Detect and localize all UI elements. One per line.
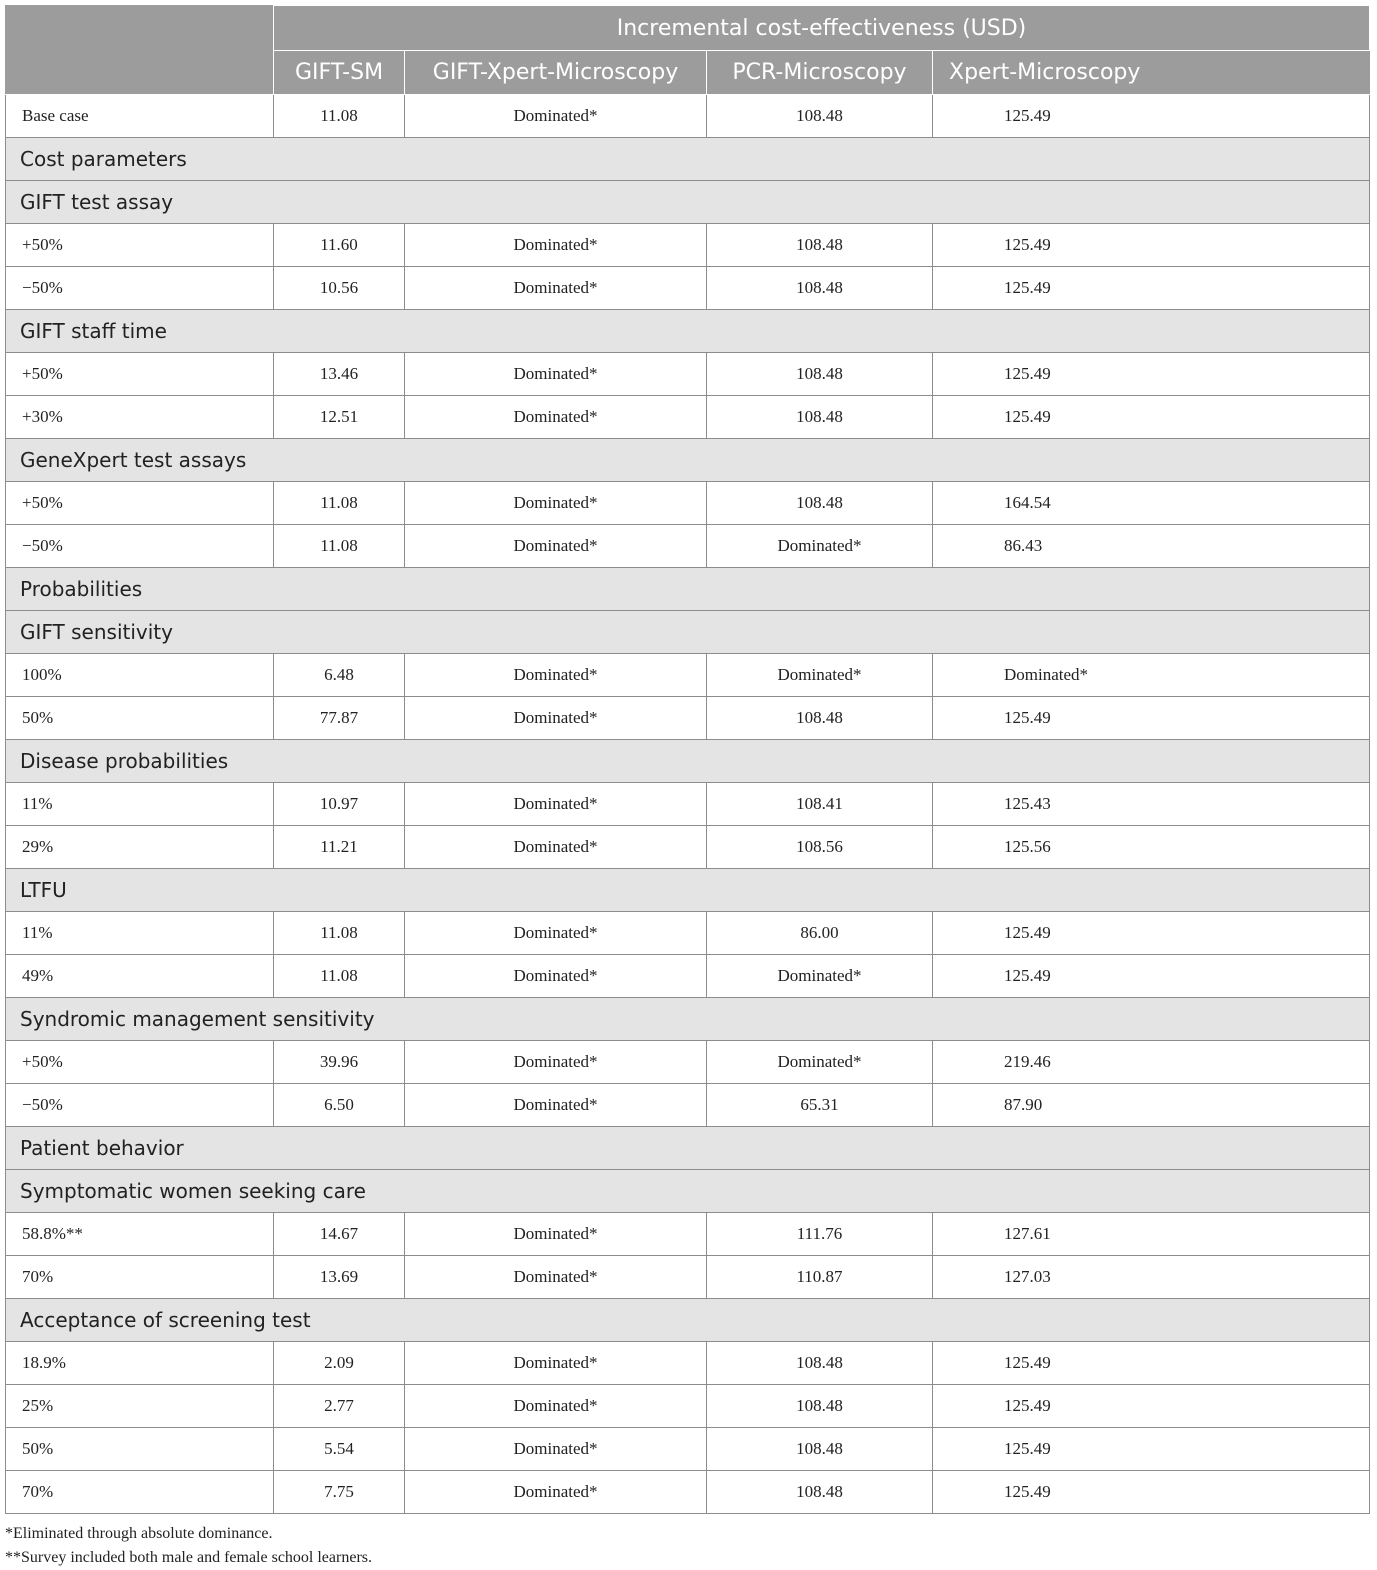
- table-cell: Dominated*: [405, 267, 707, 310]
- table-cell: Dominated*: [707, 525, 933, 568]
- section-label: Syndromic management sensitivity: [6, 998, 1370, 1041]
- table-cell: 11.08: [274, 95, 405, 138]
- table-cell: 11.21: [274, 826, 405, 869]
- table-cell: Dominated*: [405, 353, 707, 396]
- table-row: [6, 1256, 1370, 1299]
- section-row: [6, 998, 1370, 1041]
- section-label: Patient behavior: [6, 1127, 1370, 1170]
- section-row: [6, 740, 1370, 783]
- row-label: 49%: [6, 955, 274, 998]
- table-row: [6, 1385, 1370, 1428]
- table-cell: 108.56: [707, 826, 933, 869]
- table-cell: 125.49: [933, 353, 1370, 396]
- table-cell: Dominated*: [405, 1342, 707, 1385]
- row-label: 18.9%: [6, 1342, 274, 1385]
- table-cell: 219.46: [933, 1041, 1370, 1084]
- table-cell: Dominated*: [405, 783, 707, 826]
- table-cell: 11.08: [274, 912, 405, 955]
- row-label: −50%: [6, 1084, 274, 1127]
- table-cell: 86.00: [707, 912, 933, 955]
- table-row: [6, 267, 1370, 310]
- sensitivity-table: [5, 5, 1370, 1514]
- table-header: [6, 6, 1370, 95]
- table-cell: 125.49: [933, 1471, 1370, 1514]
- table-cell: 13.46: [274, 353, 405, 396]
- table-row: [6, 1428, 1370, 1471]
- table-row: [6, 1084, 1370, 1127]
- row-label: −50%: [6, 267, 274, 310]
- section-label: GIFT test assay: [6, 181, 1370, 224]
- table-row: [6, 1342, 1370, 1385]
- table-cell: 13.69: [274, 1256, 405, 1299]
- table-cell: 108.48: [707, 396, 933, 439]
- section-row: [6, 439, 1370, 482]
- table-cell: Dominated*: [405, 697, 707, 740]
- table-cell: 10.97: [274, 783, 405, 826]
- table-cell: 108.48: [707, 1428, 933, 1471]
- table-cell: Dominated*: [405, 1428, 707, 1471]
- table-cell: 108.48: [707, 267, 933, 310]
- table-cell: 6.50: [274, 1084, 405, 1127]
- table-cell: 108.48: [707, 353, 933, 396]
- document: [5, 5, 1369, 1570]
- table-cell: 11.08: [274, 482, 405, 525]
- section-row: [6, 138, 1370, 181]
- table-cell: Dominated*: [405, 1041, 707, 1084]
- table-cell: Dominated*: [405, 1471, 707, 1514]
- table-row: [6, 95, 1370, 138]
- table-row: [6, 224, 1370, 267]
- table-row: [6, 525, 1370, 568]
- table-cell: 125.49: [933, 95, 1370, 138]
- table-cell: 11.08: [274, 525, 405, 568]
- table-cell: 125.49: [933, 912, 1370, 955]
- table-cell: 14.67: [274, 1213, 405, 1256]
- section-row: [6, 1170, 1370, 1213]
- row-label: 29%: [6, 826, 274, 869]
- row-label: 50%: [6, 697, 274, 740]
- section-label: Disease probabilities: [6, 740, 1370, 783]
- row-label: 50%: [6, 1428, 274, 1471]
- table-row: [6, 654, 1370, 697]
- table-cell: 127.03: [933, 1256, 1370, 1299]
- row-label: 11%: [6, 912, 274, 955]
- table-row: [6, 482, 1370, 525]
- table-cell: 110.87: [707, 1256, 933, 1299]
- table-cell: 86.43: [933, 525, 1370, 568]
- table-row: [6, 826, 1370, 869]
- row-label: Base case: [6, 95, 274, 138]
- section-row: [6, 611, 1370, 654]
- table-cell: 87.90: [933, 1084, 1370, 1127]
- table-cell: 2.77: [274, 1385, 405, 1428]
- section-label: LTFU: [6, 869, 1370, 912]
- table-cell: 125.49: [933, 396, 1370, 439]
- table-cell: Dominated*: [405, 1385, 707, 1428]
- table-row: [6, 783, 1370, 826]
- table-cell: Dominated*: [405, 224, 707, 267]
- table-cell: Dominated*: [405, 912, 707, 955]
- table-cell: Dominated*: [405, 396, 707, 439]
- table-cell: 6.48: [274, 654, 405, 697]
- table-cell: 7.75: [274, 1471, 405, 1514]
- table-cell: 125.49: [933, 224, 1370, 267]
- row-label: +50%: [6, 224, 274, 267]
- footnote: **Survey included both male and female school learners.: [5, 1549, 372, 1566]
- table-cell: 12.51: [274, 396, 405, 439]
- table-cell: Dominated*: [405, 1213, 707, 1256]
- table-cell: 77.87: [274, 697, 405, 740]
- footnotes: [5, 1522, 1369, 1570]
- table-cell: 108.48: [707, 1342, 933, 1385]
- table-cell: 5.54: [274, 1428, 405, 1471]
- table-row: [6, 353, 1370, 396]
- table-cell: 10.56: [274, 267, 405, 310]
- section-label: Probabilities: [6, 568, 1370, 611]
- table-cell: 125.49: [933, 1342, 1370, 1385]
- column-header-xpert-microscopy: Xpert-Microscopy: [933, 51, 1370, 95]
- table-cell: 39.96: [274, 1041, 405, 1084]
- row-label: +50%: [6, 1041, 274, 1084]
- table-cell: 108.48: [707, 1385, 933, 1428]
- section-label: GeneXpert test assays: [6, 439, 1370, 482]
- row-label: 25%: [6, 1385, 274, 1428]
- header-corner-cell: [6, 6, 274, 95]
- section-row: [6, 869, 1370, 912]
- row-label: 70%: [6, 1256, 274, 1299]
- section-row: [6, 568, 1370, 611]
- table-cell: 108.41: [707, 783, 933, 826]
- header-group-title: Incremental cost-effectiveness (USD): [274, 6, 1370, 51]
- row-label: 11%: [6, 783, 274, 826]
- column-header-pcr-microscopy: PCR-Microscopy: [707, 51, 933, 95]
- table-row: [6, 1041, 1370, 1084]
- column-header-gift-sm: GIFT-SM: [274, 51, 405, 95]
- table-row: [6, 912, 1370, 955]
- table-cell: 127.61: [933, 1213, 1370, 1256]
- table-cell: 125.49: [933, 1428, 1370, 1471]
- section-label: Cost parameters: [6, 138, 1370, 181]
- table-cell: 125.49: [933, 267, 1370, 310]
- table-cell: 108.48: [707, 1471, 933, 1514]
- table-cell: Dominated*: [707, 1041, 933, 1084]
- table-cell: Dominated*: [405, 1256, 707, 1299]
- table-row: [6, 1213, 1370, 1256]
- table-cell: Dominated*: [405, 525, 707, 568]
- section-row: [6, 310, 1370, 353]
- section-row: [6, 1127, 1370, 1170]
- row-label: 58.8%**: [6, 1213, 274, 1256]
- table-cell: Dominated*: [405, 955, 707, 998]
- row-label: −50%: [6, 525, 274, 568]
- table-row: [6, 396, 1370, 439]
- table-cell: 125.43: [933, 783, 1370, 826]
- footnote: *Eliminated through absolute dominance.: [5, 1525, 273, 1542]
- table-cell: Dominated*: [933, 654, 1370, 697]
- table-cell: Dominated*: [405, 654, 707, 697]
- table-cell: Dominated*: [707, 654, 933, 697]
- table-row: [6, 955, 1370, 998]
- table-cell: 125.56: [933, 826, 1370, 869]
- table-cell: 108.48: [707, 95, 933, 138]
- row-label: +30%: [6, 396, 274, 439]
- table-cell: 125.49: [933, 955, 1370, 998]
- table-cell: 11.60: [274, 224, 405, 267]
- table-cell: 11.08: [274, 955, 405, 998]
- table-cell: Dominated*: [707, 955, 933, 998]
- section-label: GIFT sensitivity: [6, 611, 1370, 654]
- table-cell: Dominated*: [405, 95, 707, 138]
- section-label: Symptomatic women seeking care: [6, 1170, 1370, 1213]
- row-label: +50%: [6, 353, 274, 396]
- table-cell: Dominated*: [405, 1084, 707, 1127]
- table-cell: 164.54: [933, 482, 1370, 525]
- table-cell: Dominated*: [405, 826, 707, 869]
- section-row: [6, 181, 1370, 224]
- section-label: GIFT staff time: [6, 310, 1370, 353]
- table-body: [6, 95, 1370, 1514]
- table-cell: Dominated*: [405, 482, 707, 525]
- row-label: 100%: [6, 654, 274, 697]
- table-cell: 108.48: [707, 482, 933, 525]
- section-row: [6, 1299, 1370, 1342]
- table-cell: 125.49: [933, 697, 1370, 740]
- table-cell: 65.31: [707, 1084, 933, 1127]
- row-label: +50%: [6, 482, 274, 525]
- section-label: Acceptance of screening test: [6, 1299, 1370, 1342]
- column-header-gift-xpert-microscopy: GIFT-Xpert-Microscopy: [405, 51, 707, 95]
- table-cell: 108.48: [707, 224, 933, 267]
- table-row: [6, 1471, 1370, 1514]
- table-row: [6, 697, 1370, 740]
- table-cell: 108.48: [707, 697, 933, 740]
- row-label: 70%: [6, 1471, 274, 1514]
- table-cell: 125.49: [933, 1385, 1370, 1428]
- table-cell: 2.09: [274, 1342, 405, 1385]
- table-cell: 111.76: [707, 1213, 933, 1256]
